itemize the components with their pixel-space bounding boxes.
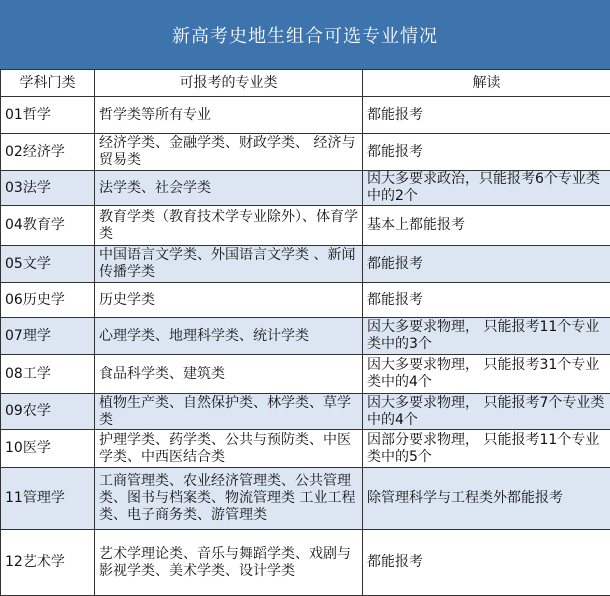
majors-cell: 教育学类（教育技术学专业除外）、体育学类 [95,206,363,246]
table-row [1,97,610,134]
note-cell: 因大多要求政治，只能报考6个专业类中的2个 [363,171,610,206]
table-row [1,171,610,206]
majors-cell: 植物生产类、自然保护类、林学类、草学类 [95,394,363,430]
table-row [1,134,610,171]
majors-cell: 经济学类、金融学类、财政学类、 经济与贸易类 [95,134,363,171]
note-cell: 都能报考 [363,134,610,171]
note-cell: 都能报考 [363,246,610,283]
table-row [1,246,610,283]
note-cell: 都能报考 [363,97,610,134]
note-cell: 都能报考 [363,530,610,596]
majors-cell: 法学类、社会学类 [95,171,363,206]
header-majors: 可报考的专业类 [95,70,363,97]
majors-cell: 历史学类 [95,283,363,318]
header-note: 解读 [363,70,610,97]
note-cell: 因大多要求物理， 只能报考31个专业类中的4个 [363,355,610,394]
majors-cell: 工商管理类、农业经济管理类、公共管理类、图书与档案类、物流管理类 工业工程类、电子商务类、游管理类 [95,468,363,530]
majors-cell: 艺术学理论类、音乐与舞蹈学类、戏剧与影视学类、美术学类、设计学类 [95,530,363,596]
majors-cell: 心理学类、地理科学类、统计学类 [95,318,363,355]
table-row [1,206,610,246]
category-cell: 09农学 [1,394,95,430]
category-cell: 05文学 [1,246,95,283]
category-cell: 06历史学 [1,283,95,318]
table-header-row [1,70,610,97]
table-row [1,430,610,468]
header-category: 学科门类 [1,70,95,97]
major-table [0,69,610,596]
note-cell: 基本上都能报考 [363,206,610,246]
majors-cell: 食品科学类、建筑类 [95,355,363,394]
category-cell: 02经济学 [1,134,95,171]
note-cell: 因大多要求物理， 只能报考11个专业类中的3个 [363,318,610,355]
category-cell: 10医学 [1,430,95,468]
category-cell: 03法学 [1,171,95,206]
table-row [1,394,610,430]
category-cell: 12艺术学 [1,530,95,596]
table-row [1,318,610,355]
category-cell: 11管理学 [1,468,95,530]
category-cell: 04教育学 [1,206,95,246]
majors-cell: 中国语言文学类、外国语言文学类 、新闻传播学类 [95,246,363,283]
table-row [1,283,610,318]
category-cell: 08工学 [1,355,95,394]
note-cell: 都能报考 [363,283,610,318]
note-cell: 因大多要求物理， 只能报考7个专业类中的4个 [363,394,610,430]
majors-cell: 护理学类、药学类、公共与预防类、中医学类、中西医结合类 [95,430,363,468]
majors-cell: 哲学类等所有专业 [95,97,363,134]
category-cell: 07理学 [1,318,95,355]
table-row [1,530,610,596]
page-title: 新高考史地生组合可选专业情况 [0,0,610,69]
table-row [1,355,610,394]
category-cell: 01哲学 [1,97,95,134]
note-cell: 因部分要求物理， 只能报考11个专业类中的5个 [363,430,610,468]
table-row [1,468,610,530]
note-cell: 除管理科学与工程类外都能报考 [363,468,610,530]
